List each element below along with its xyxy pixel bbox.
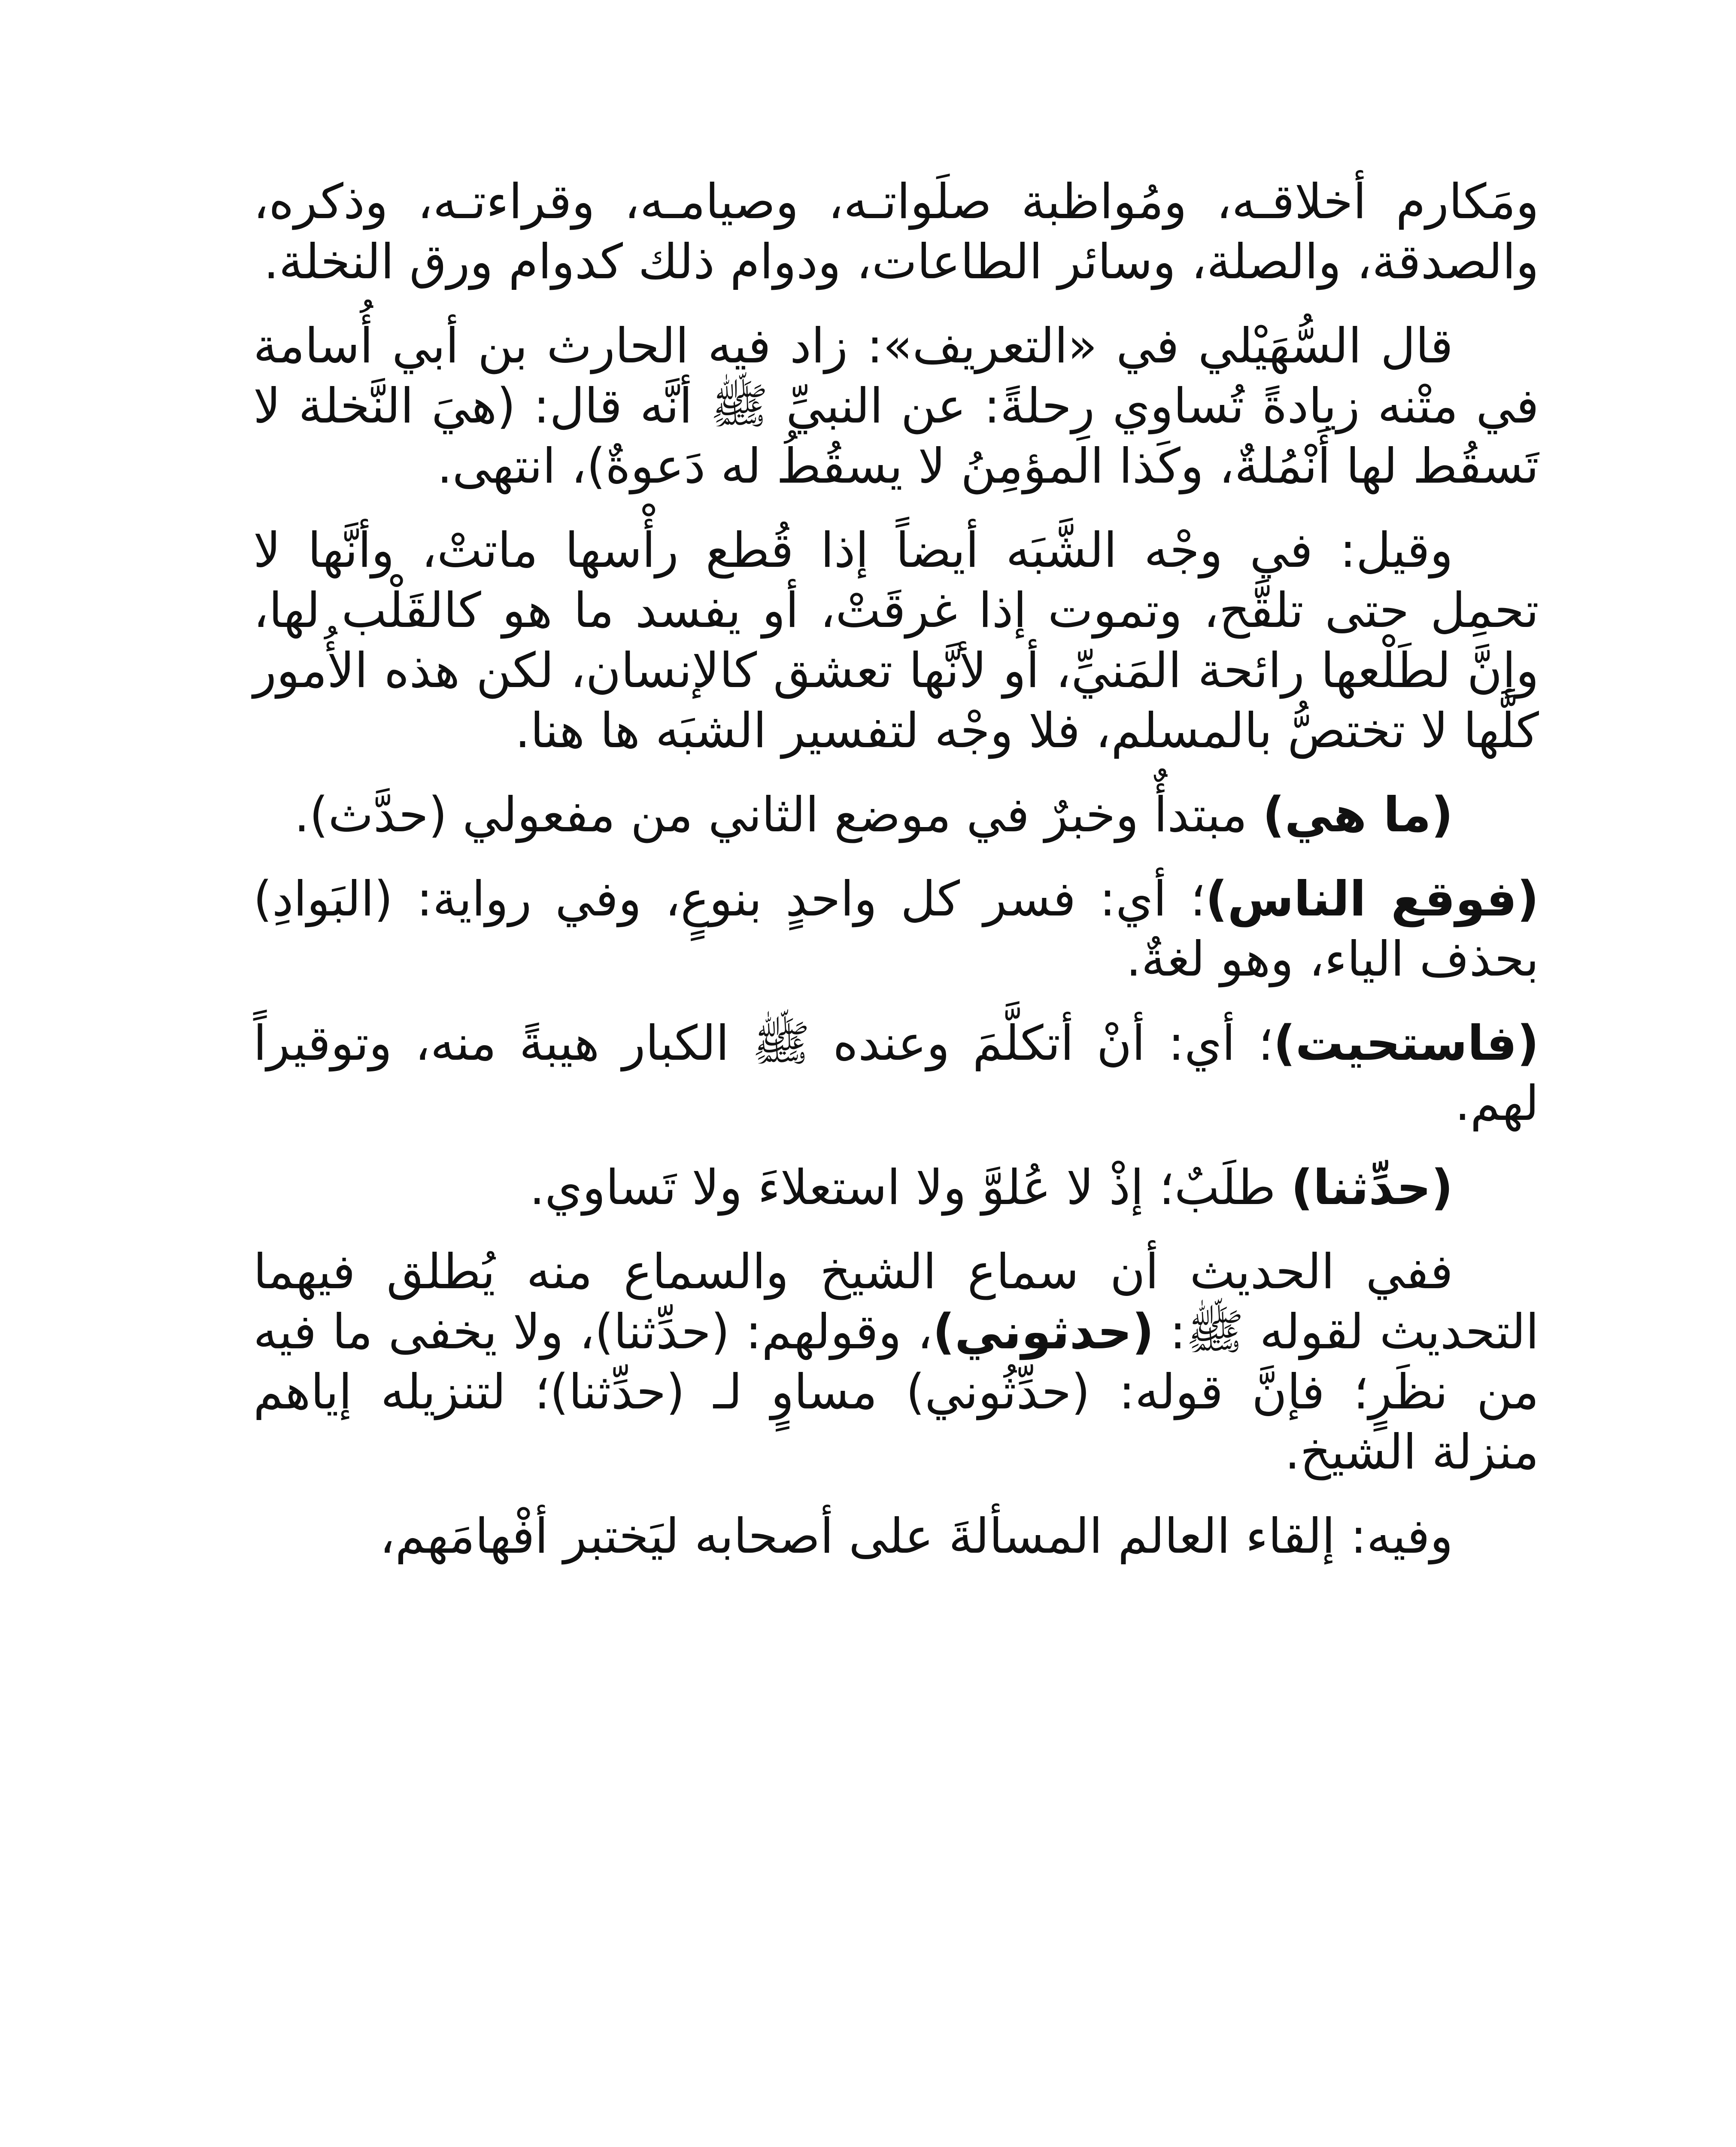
paragraph-1-text: ومَكارم أخلاقـه، ومُواظبة صلَواتـه، وصيامـه، وقراءتـه، وذكره، والصدقة، والصلة، وسائر الطاعات، ودوام ذلك كدوام ورق النخلة.: [253, 174, 1539, 290]
paragraph-9: [253, 1506, 1539, 1566]
paragraph-6: [253, 1013, 1539, 1134]
paragraph-8-quote: (حدثوني): [932, 1304, 1154, 1360]
paragraph-8-text-a: ففي الحديث أن سماع الشيخ والسماع منه يُطلق فيهما التحديث لقوله ﷺ:: [253, 1244, 1539, 1360]
paragraph-7: [253, 1158, 1539, 1218]
paragraph-6-heading: (فاستحيت): [1273, 1016, 1539, 1071]
paragraph-4: [253, 785, 1539, 845]
paragraph-2-text: قال السُّهَيْلي في «التعريف»: زاد فيه الحارث بن أبي أُسامة في متْنه زيادةً تُساوي رِحلةً: عن النبيِّ ﷺ أنَّه قال: (هيَ النَّخلة لا تَسقُط لها أَنْمُلةٌ، وكَذا المؤمِنُ لا يسقُطُ له دَعوةٌ)، انتهى.: [253, 318, 1539, 494]
paragraph-3: [253, 520, 1539, 761]
paragraph-5-heading: (فوقع الناس): [1205, 871, 1539, 927]
paragraph-7-text: طلَبٌ؛ إذْ لا عُلوَّ ولا استعلاءَ ولا تَساوي.: [529, 1160, 1291, 1216]
paragraph-5-text: ؛ أي: فسر كل واحدٍ بنوعٍ، وفي رواية: (البَوادِ) بحذف الياء، وهو لغةٌ.: [253, 871, 1539, 987]
paragraph-2: [253, 316, 1539, 496]
paragraph-8-text-c: ، وقولهم: (حدِّثنا)، ولا يخفى ما فيه من نظَرٍ؛ فإنَّ قوله: (حدِّثُوني) مساوٍ لـ (حدِّثنا)؛ لتنزيله إياهم منزلة الشيخ.: [253, 1304, 1539, 1480]
paragraph-5: [253, 869, 1539, 989]
paragraph-4-heading: (ما هي): [1263, 787, 1453, 843]
paragraph-8: [253, 1242, 1539, 1482]
paragraph-4-text: مبتدأٌ وخبرٌ في موضع الثاني من مفعولي (حدَّث).: [294, 787, 1263, 843]
paragraph-7-heading: (حدِّثنا): [1291, 1160, 1453, 1216]
paragraph-1: [253, 172, 1539, 292]
paragraph-3-text: وقيل: في وجْه الشَّبَه أيضاً إذا قُطع رأْسها ماتتْ، وأنَّها لا تحمِل حتى تلقَّح، وتموت إذا غرقَتْ، أو يفسد ما هو كالقَلْب لها، وإنَّ لطَلْعها رائحة المَنيِّ، أو لأنَّها تعشق كالإنسان، لكن هذه الأُمور كلَّها لا تختصُّ بالمسلم، فلا وجْه لتفسير الشبَه ها هنا.: [253, 523, 1539, 759]
paragraph-6-text: ؛ أي: أنْ أتكلَّمَ وعنده ﷺ الكبار هيبةً منه، وتوقيراً لهم.: [253, 1016, 1539, 1131]
body-text: [253, 172, 1539, 1590]
paragraph-9-text: وفيه: إلقاء العالم المسألةَ على أصحابه ليَختبر أفْهامَهم،: [379, 1508, 1453, 1564]
